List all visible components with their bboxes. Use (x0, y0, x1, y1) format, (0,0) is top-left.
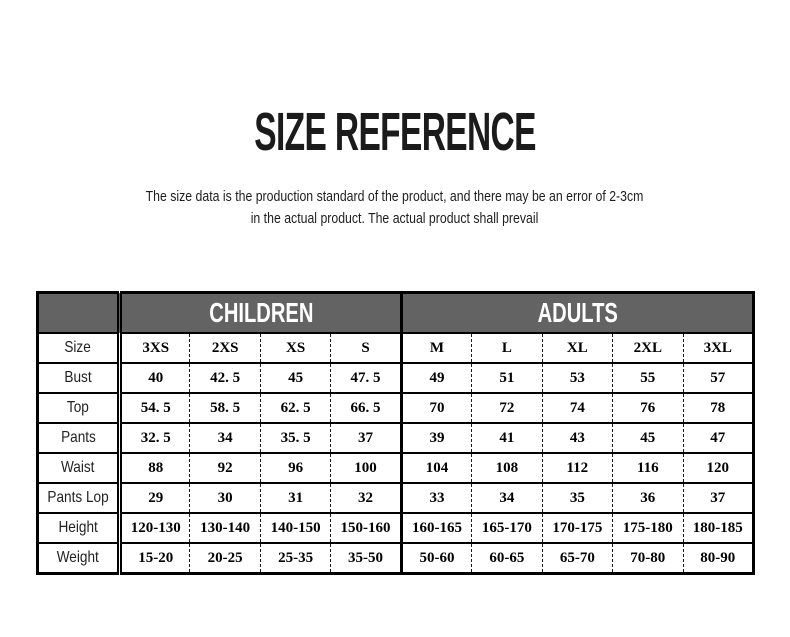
table-cell: 31 (260, 483, 330, 513)
table-cell: 78 (683, 393, 754, 423)
row-label (38, 453, 120, 483)
table-cell: M (401, 333, 471, 363)
page-title (0, 104, 790, 174)
table-cell: 88 (120, 453, 190, 483)
table-cell: 36 (613, 483, 683, 513)
table-cell: 32 (331, 483, 401, 513)
table-row-pants-lop (38, 483, 754, 513)
table-cell: 58. 5 (190, 393, 260, 423)
table-row-bust (38, 363, 754, 393)
table-cell: 70-80 (613, 543, 683, 574)
row-label-text: Top (67, 399, 89, 416)
row-label-text: Bust (64, 369, 92, 386)
table-cell: 32. 5 (120, 423, 190, 453)
table-cell: 55 (613, 363, 683, 393)
table-cell: S (331, 333, 401, 363)
table-cell: 34 (472, 483, 542, 513)
table-cell: 47 (683, 423, 754, 453)
row-label-text: Waist (61, 459, 95, 476)
row-label (38, 363, 120, 393)
table-cell: 15-20 (120, 543, 190, 574)
row-label (38, 393, 120, 423)
table-cell: 25-35 (260, 543, 330, 574)
table-cell: 62. 5 (260, 393, 330, 423)
group-header-children (120, 293, 402, 334)
row-label (38, 423, 120, 453)
table-cell: 3XL (683, 333, 754, 363)
table-cell: 41 (472, 423, 542, 453)
corner-cell (38, 293, 120, 334)
table-cell: 20-25 (190, 543, 260, 574)
table-row-top (38, 393, 754, 423)
table-cell: 45 (613, 423, 683, 453)
table-cell: 35 (542, 483, 612, 513)
table-cell: 66. 5 (331, 393, 401, 423)
table-cell: 175-180 (613, 513, 683, 543)
row-label (38, 333, 120, 363)
table-cell: 49 (401, 363, 471, 393)
table-cell: 47. 5 (331, 363, 401, 393)
row-label-text: Size (64, 339, 92, 356)
table-cell: XS (260, 333, 330, 363)
table-cell: 60-65 (472, 543, 542, 574)
table-cell: 42. 5 (190, 363, 260, 393)
table-row-size (38, 333, 754, 363)
row-label-text: Pants Lop (47, 489, 109, 506)
table-row-weight (38, 543, 754, 574)
table-cell: 35-50 (331, 543, 401, 574)
table-cell: XL (542, 333, 612, 363)
group-header-children-label: CHILDREN (208, 297, 313, 328)
row-label-text: Height (58, 519, 98, 536)
group-header-row (38, 293, 754, 334)
table-cell: 30 (190, 483, 260, 513)
size-reference-table (36, 291, 755, 575)
table-row-height (38, 513, 754, 543)
row-label-text: Pants (60, 429, 96, 446)
table-cell: 39 (401, 423, 471, 453)
table-cell: 100 (331, 453, 401, 483)
table-cell: 80-90 (683, 543, 754, 574)
table-cell: L (472, 333, 542, 363)
table-cell: 53 (542, 363, 612, 393)
table-cell: 29 (120, 483, 190, 513)
group-header-adults (401, 293, 753, 334)
table-cell: 51 (472, 363, 542, 393)
table-cell: 2XL (613, 333, 683, 363)
group-header-adults-label: ADULTS (537, 297, 618, 328)
table-cell: 65-70 (542, 543, 612, 574)
table-cell: 74 (542, 393, 612, 423)
subtitle-lines (146, 186, 644, 230)
table-cell: 37 (683, 483, 754, 513)
table-cell: 112 (542, 453, 612, 483)
table-cell: 45 (260, 363, 330, 393)
table-cell: 72 (472, 393, 542, 423)
page-title-text: SIZE REFERENCE (254, 102, 536, 162)
subtitle-line-2: in the actual product. The actual product shall prevail (251, 210, 539, 227)
table-cell: 70 (401, 393, 471, 423)
table-cell: 57 (683, 363, 754, 393)
row-label-text: Weight (56, 549, 100, 566)
table-cell: 54. 5 (120, 393, 190, 423)
table-cell: 35. 5 (260, 423, 330, 453)
table-cell: 130-140 (190, 513, 260, 543)
table-body (38, 333, 754, 574)
row-label (38, 543, 120, 574)
table-cell: 43 (542, 423, 612, 453)
table-cell: 33 (401, 483, 471, 513)
table-cell: 116 (613, 453, 683, 483)
table-cell: 96 (260, 453, 330, 483)
table-row-pants (38, 423, 754, 453)
table-cell: 160-165 (401, 513, 471, 543)
subtitle-line-1: The size data is the production standard of the product, and there may be an error of 2-3cm (146, 188, 644, 205)
table-cell: 34 (190, 423, 260, 453)
subtitle (0, 186, 790, 230)
table-cell: 108 (472, 453, 542, 483)
table-cell: 50-60 (401, 543, 471, 574)
table-row-waist (38, 453, 754, 483)
row-label (38, 483, 120, 513)
table-cell: 120 (683, 453, 754, 483)
table-cell: 76 (613, 393, 683, 423)
table-cell: 40 (120, 363, 190, 393)
table-cell: 37 (331, 423, 401, 453)
table-cell: 92 (190, 453, 260, 483)
table-cell: 170-175 (542, 513, 612, 543)
row-label (38, 513, 120, 543)
table-cell: 120-130 (120, 513, 190, 543)
table-cell: 2XS (190, 333, 260, 363)
table-cell: 150-160 (331, 513, 401, 543)
table-cell: 3XS (120, 333, 190, 363)
table-cell: 165-170 (472, 513, 542, 543)
table-cell: 140-150 (260, 513, 330, 543)
table-cell: 180-185 (683, 513, 754, 543)
table-cell: 104 (401, 453, 471, 483)
